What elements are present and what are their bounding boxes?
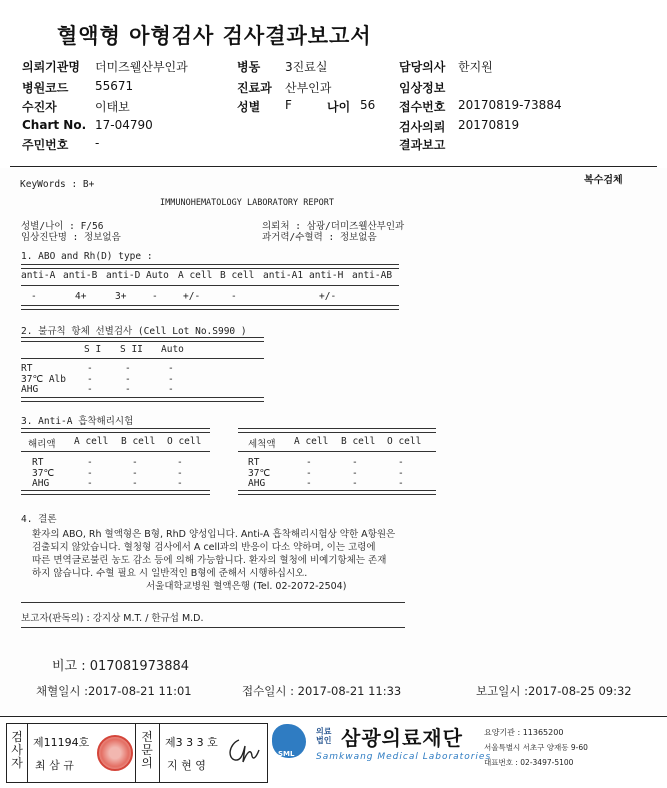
sec4-title: 4. 결론 [21, 514, 57, 525]
sec1-rule-mid [21, 285, 399, 286]
sec3-left-rule-top [21, 428, 210, 433]
received-datetime: 접수일시 : 2017-08-21 11:33 [242, 684, 402, 698]
sec3-left-row-ahg: AHG - - - [32, 478, 183, 489]
reporter: 보고자(판독의) : 강지상 M.T. / 한규섭 M.D. [21, 613, 204, 624]
specialist-v-cell: 전 문 의 [135, 724, 160, 782]
phone: 대표번호 : 02-3497-5100 [484, 758, 574, 767]
doctor-label: 담당의사 [399, 60, 446, 74]
ward-value: 3진료실 [285, 60, 328, 74]
collected-datetime: 채혈일시 :2017-08-21 11:01 [36, 684, 192, 698]
sec2-h-auto: Auto [161, 344, 184, 355]
institution-value: 더미즈웰산부인과 [95, 60, 188, 74]
resident-no-label: 주민번호 [22, 138, 69, 152]
sec3-l-h2: B cell [121, 436, 156, 447]
hospital-code-value: 55671 [95, 79, 134, 93]
sec3-l-h0: 해리액 [28, 439, 56, 450]
history: 과거력/수혈력 : 정보없음 [262, 232, 377, 243]
sec1-h-anti-a: anti-A [21, 270, 56, 281]
sec2-row-rt: RT - - - [21, 363, 174, 374]
sec3-r-h0: 세척액 [248, 439, 276, 450]
sec1-h-b-cell: B cell [220, 270, 255, 281]
sec1-title: 1. ABO and Rh(D) type : [21, 251, 153, 262]
sec1-h-anti-ab: anti-AB [352, 270, 393, 281]
examiner-cell [27, 724, 136, 782]
age-label: 나이 [327, 100, 351, 114]
sec1-h-anti-d: anti-D [106, 270, 141, 281]
sec3-title: 3. Anti-A 흡착해리시험 [21, 416, 134, 427]
examiner-name: 최 삼 규 [35, 759, 74, 772]
sec3-left-rows [32, 458, 202, 490]
sec1-v-anti-b: 4+ [75, 291, 87, 302]
signature-box [6, 723, 268, 783]
foundation-name: 삼광의료재단 [341, 726, 463, 750]
test-request-label: 검사의뢰 [399, 120, 446, 134]
sec2-h-s1: S I [84, 344, 102, 355]
sec3-right-row-rt: RT - - - [248, 457, 404, 468]
clinical-diagnosis: 임상진단명 : 정보없음 [21, 232, 121, 243]
conclusion-line-1: 환자의 ABO, Rh 혈액형은 B형, RhD 양성입니다. Anti-A 흡착해리시험상 약한 A항원은 [32, 529, 396, 540]
conclusion-line-3: 따른 면역글로불린 농도 감소 등에 의해 가능합니다. 환자의 혈청에 비예기항체는 존재 [32, 555, 387, 566]
sec2-row-37alb: 37℃ Alb - - - [21, 373, 174, 385]
copy-mark: 복수검체 [584, 175, 623, 186]
clinical-info-label: 임상정보 [399, 81, 446, 95]
specialist-license: 제3 3 3 호 [165, 736, 218, 749]
sec3-left-rule-mid [21, 451, 210, 452]
sec3-right-rows [248, 458, 418, 490]
footer-divider [0, 716, 667, 717]
sec3-right-rule-bottom [238, 490, 436, 495]
dept-label: 진료과 [237, 81, 272, 95]
report-heading: IMMUNOHEMATOLOGY LABORATORY REPORT [160, 198, 334, 208]
ward-label: 병동 [237, 60, 261, 74]
sex-label: 성별 [237, 100, 261, 114]
sec3-right-rule-mid [238, 451, 436, 452]
sec3-right-rule-top [238, 428, 436, 433]
sec1-h-anti-a1: anti-A1 [263, 270, 304, 281]
doctor-value: 한지원 [458, 60, 493, 74]
sec1-h-a-cell: A cell [178, 270, 213, 281]
sec3-left-row-37: 37℃ - - - [32, 467, 183, 479]
sec2-rule-bottom [21, 397, 264, 402]
sex-age: 성별/나이 : F/56 [21, 221, 104, 232]
institution-label: 의뢰기관명 [22, 60, 80, 74]
receipt-no-label: 접수번호 [399, 100, 446, 114]
sec1-rule-bottom [21, 305, 399, 310]
blood-bank-contact: 서울대학교병원 혈액은행 (Tel. 02-2072-2504) [146, 581, 347, 592]
reporter-rule-bottom [21, 627, 405, 628]
agency-code: 요양기관 : 11365200 [484, 728, 564, 737]
hospital-code-label: 병원코드 [22, 81, 69, 95]
conclusion-line-2: 검출되지 않았습니다. 혈청형 검사에서 A cell과의 반응이 다소 약하며, 이는 고령에 [32, 542, 376, 553]
sec3-l-h3: O cell [167, 436, 202, 447]
result-report-label: 결과보고 [399, 138, 446, 152]
conclusion [32, 528, 395, 580]
reported-datetime: 보고일시 :2017-08-25 09:32 [476, 684, 632, 698]
sec1-v-anti-h: +/- [319, 291, 337, 302]
sec3-r-h2: B cell [341, 436, 376, 447]
foundation-prefix: 의료 법인 [316, 727, 332, 745]
receipt-no-value: 20170819-73884 [458, 98, 562, 112]
age-value: 56 [360, 98, 376, 112]
keywords: KeyWords : B+ [20, 179, 95, 190]
sec1-v-b-cell: - [231, 291, 237, 302]
sec1-v-auto: - [152, 291, 158, 302]
resident-no-value: - [95, 136, 100, 150]
address: 서울특별시 서초구 양재동 9-60 [484, 743, 588, 752]
sec3-left-row-rt: RT - - - [32, 457, 183, 468]
sec2-rule-top [21, 337, 264, 342]
sec2-rows [21, 364, 264, 396]
sec1-v-anti-a: - [31, 291, 37, 302]
conclusion-line-4: 하지 않습니다. 수혈 필요 시 일반적인 B형에 준해서 시행하십시오. [32, 568, 308, 579]
sec2-h-s2: S II [120, 344, 143, 355]
sml-logo-text: SML [278, 750, 295, 758]
chart-no-value: 17-04790 [95, 118, 153, 132]
sec3-l-h1: A cell [74, 436, 109, 447]
report-title: 혈액형 아형검사 검사결과보고서 [57, 24, 372, 48]
header-divider [10, 166, 657, 167]
dept-value: 산부인과 [285, 81, 332, 95]
specialist-cell [159, 724, 267, 782]
sex-value: F [285, 98, 292, 112]
reporter-rule-top [21, 602, 405, 603]
sec2-row-ahg: AHG - - - [21, 384, 174, 395]
sec3-r-h3: O cell [387, 436, 422, 447]
remarks: 비고 : 017081973884 [52, 659, 190, 674]
sec3-left-rule-bottom [21, 490, 210, 495]
examinee-value: 이태보 [95, 100, 130, 114]
specialist-name: 지 현 영 [167, 759, 206, 772]
sec2-rule-mid [21, 358, 264, 359]
sec3-right-row-37: 37℃ - - - [248, 467, 404, 479]
sec2-title: 2. 불규칙 항체 선별검사 (Cell Lot No.S990 ) [21, 326, 247, 337]
signature-icon [225, 736, 261, 766]
sec1-h-anti-b: anti-B [63, 270, 98, 281]
examiner-license: 제11194호 [33, 736, 90, 749]
chart-no-label: Chart No. [22, 118, 87, 132]
foundation-name-en: Samkwang Medical Laboratories [316, 752, 492, 762]
sec1-rule-top [21, 264, 399, 269]
requester: 의뢰처 : 삼광/더미즈웰산부인과 [262, 221, 405, 232]
test-request-value: 20170819 [458, 118, 520, 132]
sec1-h-anti-h: anti-H [309, 270, 344, 281]
sec3-r-h1: A cell [294, 436, 329, 447]
sec1-v-anti-d: 3+ [115, 291, 127, 302]
sec1-h-auto: Auto [146, 270, 169, 281]
examiner-v-cell: 검 사 자 [7, 724, 28, 782]
sec1-v-a-cell: +/- [183, 291, 201, 302]
examiner-seal-icon [97, 735, 133, 771]
examinee-label: 수진자 [22, 100, 57, 114]
sec3-right-row-ahg: AHG - - - [248, 478, 404, 489]
